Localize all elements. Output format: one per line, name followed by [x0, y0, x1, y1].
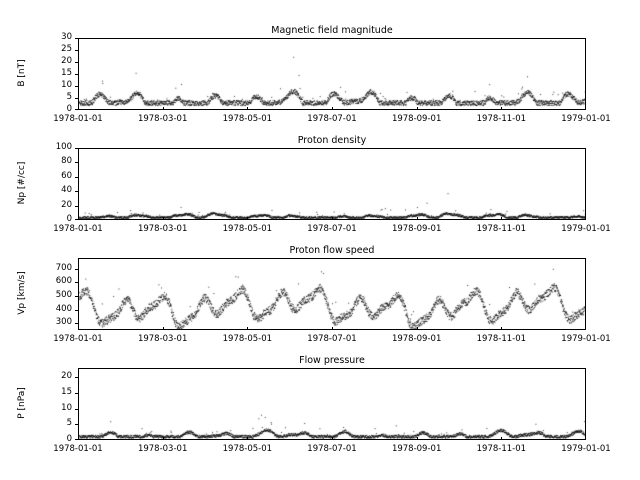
x-tick-label: 1979-01-01 — [561, 334, 611, 344]
x-tick-label: 1978-07-01 — [307, 224, 357, 234]
x-tick-label: 1979-01-01 — [561, 224, 611, 234]
x-tick-label: 1978-09-01 — [391, 224, 442, 234]
x-tick-mark — [501, 107, 502, 110]
y-tick-mark — [75, 393, 78, 394]
y-tick-label: 600 — [55, 276, 72, 287]
y-tick-mark — [75, 162, 78, 163]
x-tick-mark — [585, 327, 586, 330]
y-tick-label: 15 — [61, 387, 72, 398]
x-tick-mark — [585, 107, 586, 110]
y-tick-label: 5 — [66, 418, 72, 429]
chart-panel-vp — [0, 245, 640, 360]
x-tick-label: 1978-09-01 — [391, 334, 442, 344]
x-tick-label: 1978-05-01 — [222, 114, 273, 124]
chart-panel-b — [0, 25, 640, 140]
y-tick-mark — [75, 86, 78, 87]
x-tick-label: 1978-11-01 — [476, 224, 527, 234]
y-tick-label: 400 — [55, 303, 72, 314]
x-tick-mark — [247, 107, 248, 110]
chart-title: Proton flow speed — [289, 245, 375, 256]
x-tick-mark — [163, 107, 164, 110]
x-tick-mark — [417, 327, 418, 330]
y-tick-mark — [75, 74, 78, 75]
y-tick-mark — [75, 409, 78, 410]
chart-panel-p — [0, 355, 640, 470]
y-tick-label: 40 — [61, 185, 72, 196]
x-tick-label: 1979-01-01 — [561, 444, 611, 454]
y-tick-label: 10 — [61, 402, 72, 413]
chart-title: Magnetic field magnitude — [271, 25, 393, 36]
y-tick-label: 20 — [61, 371, 72, 382]
x-tick-mark — [78, 437, 79, 440]
chart-title: Proton density — [297, 135, 367, 146]
x-tick-mark — [417, 107, 418, 110]
chart-title: Flow pressure — [299, 355, 365, 366]
y-axis-label: Np [#/cc] — [17, 161, 27, 205]
y-tick-mark — [75, 206, 78, 207]
x-tick-mark — [78, 217, 79, 220]
x-tick-label: 1978-01-01 — [53, 334, 103, 344]
x-tick-mark — [585, 437, 586, 440]
x-tick-mark — [78, 107, 79, 110]
plot-area — [78, 148, 586, 220]
x-tick-mark — [247, 437, 248, 440]
y-tick-mark — [75, 98, 78, 99]
y-tick-mark — [75, 424, 78, 425]
x-tick-mark — [501, 437, 502, 440]
y-tick-mark — [75, 296, 78, 297]
x-tick-mark — [417, 437, 418, 440]
x-tick-mark — [247, 327, 248, 330]
x-tick-mark — [585, 217, 586, 220]
y-tick-label: 0 — [66, 104, 72, 114]
y-tick-label: 15 — [61, 68, 72, 78]
x-tick-label: 1978-03-01 — [137, 224, 188, 234]
y-tick-mark — [75, 38, 78, 39]
y-tick-mark — [75, 148, 78, 149]
y-axis-label: B [nT] — [17, 59, 27, 87]
y-tick-label: 500 — [55, 290, 72, 301]
x-tick-mark — [163, 327, 164, 330]
x-tick-mark — [163, 217, 164, 220]
x-tick-label: 1978-03-01 — [137, 334, 188, 344]
x-tick-label: 1978-11-01 — [476, 444, 527, 454]
x-tick-mark — [501, 327, 502, 330]
y-tick-mark — [75, 323, 78, 324]
y-tick-label: 60 — [61, 170, 72, 181]
x-tick-label: 1978-05-01 — [222, 224, 273, 234]
x-tick-label: 1978-01-01 — [53, 224, 103, 234]
x-tick-mark — [332, 107, 333, 110]
x-tick-label: 1978-07-01 — [307, 334, 357, 344]
x-tick-label: 1978-05-01 — [222, 444, 273, 454]
y-tick-label: 100 — [55, 142, 72, 152]
x-tick-label: 1978-01-01 — [53, 114, 103, 124]
x-tick-label: 1978-09-01 — [391, 444, 442, 454]
x-tick-mark — [332, 217, 333, 220]
y-axis-label: Vp [km/s] — [17, 271, 27, 315]
data-points — [79, 369, 586, 440]
y-tick-label: 0 — [66, 214, 72, 224]
x-tick-label: 1978-03-01 — [137, 444, 188, 454]
x-tick-mark — [163, 437, 164, 440]
data-points — [79, 39, 586, 110]
y-tick-label: 5 — [66, 92, 72, 102]
y-tick-label: 20 — [61, 199, 72, 210]
x-tick-label: 1978-11-01 — [476, 114, 527, 124]
y-tick-mark — [75, 310, 78, 311]
x-tick-mark — [332, 327, 333, 330]
y-tick-mark — [75, 177, 78, 178]
data-points — [79, 259, 586, 330]
y-tick-label: 80 — [61, 156, 72, 167]
y-tick-mark — [75, 50, 78, 51]
y-tick-label: 20 — [61, 56, 72, 66]
y-tick-mark — [75, 191, 78, 192]
x-tick-label: 1978-07-01 — [307, 114, 357, 124]
x-tick-label: 1978-09-01 — [391, 114, 442, 124]
y-axis-label: P [nPa] — [17, 387, 27, 419]
y-tick-label: 30 — [61, 32, 72, 42]
plot-area — [78, 258, 586, 330]
plot-area — [78, 368, 586, 440]
y-tick-mark — [75, 282, 78, 283]
chart-panel-np — [0, 135, 640, 250]
x-tick-label: 1978-01-01 — [53, 444, 103, 454]
y-tick-label: 25 — [61, 44, 72, 54]
y-tick-label: 10 — [61, 80, 72, 90]
x-tick-mark — [247, 217, 248, 220]
y-tick-mark — [75, 269, 78, 270]
y-tick-label: 700 — [55, 262, 72, 273]
x-tick-mark — [417, 217, 418, 220]
x-tick-label: 1978-03-01 — [137, 114, 188, 124]
x-tick-label: 1978-11-01 — [476, 334, 527, 344]
y-tick-label: 300 — [55, 317, 72, 328]
x-tick-label: 1979-01-01 — [561, 114, 611, 124]
data-points — [79, 149, 586, 220]
x-tick-mark — [78, 327, 79, 330]
x-tick-label: 1978-05-01 — [222, 334, 273, 344]
y-tick-mark — [75, 62, 78, 63]
plot-area — [78, 38, 586, 110]
x-tick-mark — [332, 437, 333, 440]
y-tick-label: 0 — [66, 434, 72, 444]
y-tick-mark — [75, 377, 78, 378]
x-tick-label: 1978-07-01 — [307, 444, 357, 454]
x-tick-mark — [501, 217, 502, 220]
